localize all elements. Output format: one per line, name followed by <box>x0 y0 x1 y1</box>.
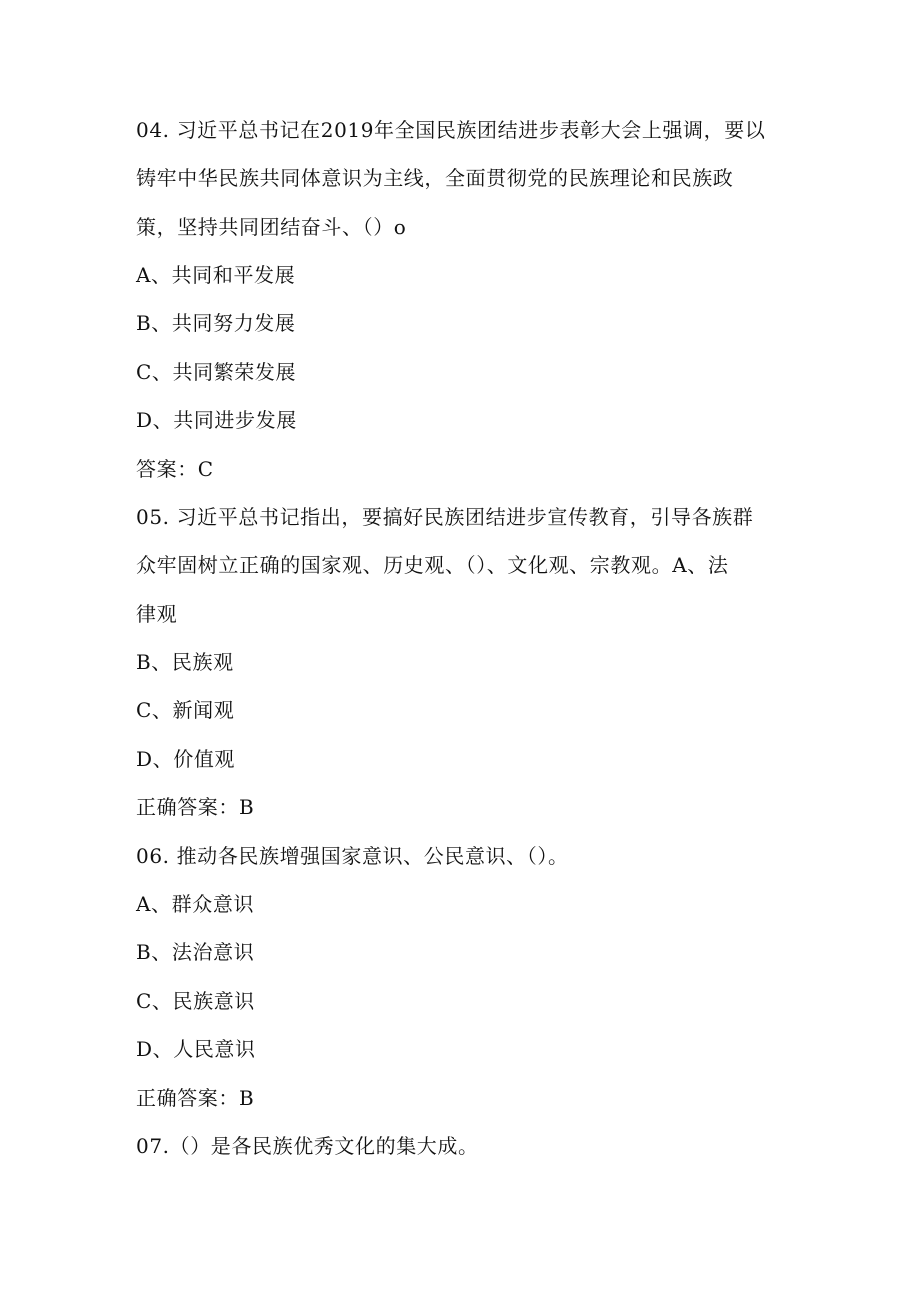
question-04-option-d: D、共同进步发展 <box>136 408 297 432</box>
question-06-text-line-1: 06. 推动各民族增强国家意识、公民意识、（）。 <box>136 844 569 868</box>
question-05-option-c: C、新闻观 <box>136 698 235 722</box>
question-05-option-d: D、价值观 <box>136 747 236 771</box>
question-07-text-line-1: 07.（）是各民族优秀文化的集大成。 <box>136 1134 479 1158</box>
question-05-text-line-1: 05. 习近平总书记指出，要搞好民族团结进步宣传教育，引导各族群 <box>136 505 754 529</box>
question-06-option-d: D、人民意识 <box>136 1037 256 1061</box>
question-04-text-line-2: 铸牢中华民族共同体意识为主线，全面贯彻党的民族理论和民族政 <box>136 166 734 190</box>
question-05-answer: 正确答案：B <box>136 795 255 819</box>
question-06-option-a: A、群众意识 <box>136 892 255 916</box>
question-05-option-b: B、民族观 <box>136 650 234 674</box>
question-06-answer: 正确答案：B <box>136 1086 255 1110</box>
question-04-option-b: B、共同努力发展 <box>136 311 296 335</box>
question-04-text-line-3: 策，坚持共同团结奋斗、（）o <box>136 215 407 239</box>
question-04-text-line-1: 04. 习近平总书记在2019年全国民族团结进步表彰大会上强调，要以 <box>136 118 766 142</box>
question-04-answer: 答案：C <box>136 457 214 481</box>
question-04-option-a: A、共同和平发展 <box>136 263 296 287</box>
question-05-text-line-3: 律观 <box>136 602 178 626</box>
question-06-option-c: C、民族意识 <box>136 989 255 1013</box>
question-06-option-b: B、法治意识 <box>136 940 255 964</box>
question-05-text-line-2: 众牢固树立正确的国家观、历史观、（）、文化观、宗教观。A、法 <box>136 553 729 577</box>
question-04-option-c: C、共同繁荣发展 <box>136 360 297 384</box>
